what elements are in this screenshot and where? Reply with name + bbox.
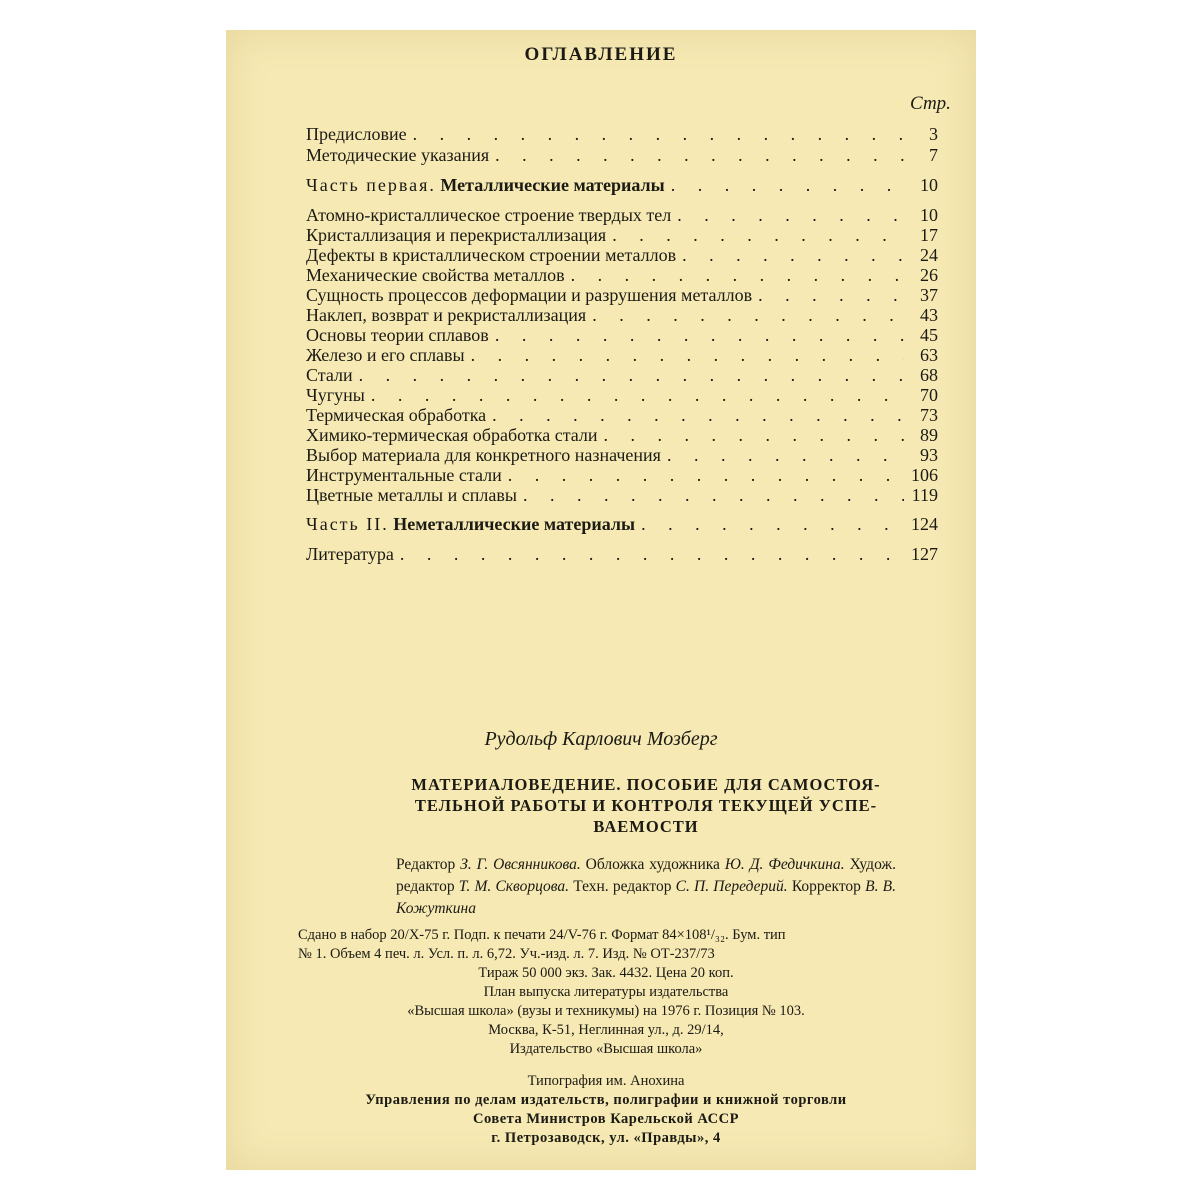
dot-leader [641, 514, 904, 534]
printer-line: Типография им. Анохина [527, 1073, 685, 1089]
toc-entry: Методические указания . . . 7 [306, 145, 938, 165]
dot-leader [400, 544, 904, 564]
toc-entry: Термическая обработка . . . 73 [306, 405, 938, 425]
printer-line: Управления по делам издательств, полиграфии и книжной торговли [365, 1092, 847, 1108]
dot-leader [492, 405, 904, 425]
dot-leader [359, 365, 904, 385]
print-data-line: Издательство «Высшая школа» [509, 1041, 703, 1057]
toc-entry: Литература . . . 127 [306, 544, 938, 564]
credits-block: Редактор З. Г. Овсянникова. Обложка художника Ю. Д. Федичкина. Худож. редактор Т. М. Скворцова. Техн. редактор С. П. Передерий. Корректор В. В. Кожуткина [396, 856, 897, 917]
book-page [226, 30, 976, 1170]
page-column-label: Стр. [910, 93, 951, 114]
toc-entry: Предисловие . . . 3 [306, 124, 938, 144]
dot-leader [592, 305, 904, 325]
toc-entry: Инструментальные стали . . . 106 [306, 465, 938, 485]
print-data-line: План выпуска литературы издательства [483, 984, 729, 1000]
print-data-line: Сдано в набор 20/X-75 г. Подп. к печати 24/V-76 г. Формат 84×108¹/₃₂. Бум. тип [298, 927, 786, 943]
print-data-line: № 1. Объем 4 печ. л. Усл. п. л. 6,72. Уч.-изд. л. 7. Изд. № ОТ-237/73 [298, 946, 715, 962]
dot-leader [413, 124, 904, 144]
dot-leader [495, 325, 904, 345]
toc-entry: Механические свойства металлов . . . 26 [306, 265, 938, 285]
toc-entry: Выбор материала для конкретного назначения . . . 93 [306, 445, 938, 465]
toc-heading: ОГЛАВЛЕНИЕ [524, 44, 678, 65]
dot-leader [671, 175, 904, 195]
toc-entry: Стали . . . 68 [306, 365, 938, 385]
toc-part-entry: Часть II. Неметаллические материалы . . . 124 [306, 514, 938, 534]
toc-entry: Железо и его сплавы . . . 63 [306, 345, 938, 365]
print-data-line: Москва, К-51, Неглинная ул., д. 29/14, [488, 1022, 724, 1038]
dot-leader [604, 425, 904, 445]
toc-entry: Сущность процессов деформации и разрушения металлов . . . 37 [306, 285, 938, 305]
dot-leader [758, 285, 904, 305]
dot-leader [508, 465, 904, 485]
print-data-line: Тираж 50 000 экз. Зак. 4432. Цена 20 коп. [478, 965, 734, 981]
dot-leader [677, 205, 904, 225]
book-title: МАТЕРИАЛОВЕДЕНИЕ. ПОСОБИЕ ДЛЯ САМОСТОЯ-ТЕЛЬНОЙ РАБОТЫ И КОНТРОЛЯ ТЕКУЩЕЙ УСПЕ-ВАЕМОСТИ [411, 775, 881, 836]
dot-leader [667, 445, 904, 465]
toc-entry: Наклеп, возврат и рекристаллизация . . . 43 [306, 305, 938, 325]
toc-entry: Цветные металлы и сплавы . . . 119 [306, 485, 938, 505]
dot-leader [571, 265, 904, 285]
toc-entry: Дефекты в кристаллическом строении металлов . . . 24 [306, 245, 938, 265]
print-data-line: «Высшая школа» (вузы и техникумы) на 1976 г. Позиция № 103. [407, 1003, 805, 1019]
toc-entry: Чугуны . . . 70 [306, 385, 938, 405]
author-name: Рудольф Карлович Мозберг [484, 728, 718, 750]
toc-entry: Основы теории сплавов . . . 45 [306, 325, 938, 345]
dot-leader [612, 225, 904, 245]
dot-leader [371, 385, 904, 405]
printer-line: Совета Министров Карельской АССР [473, 1111, 739, 1127]
printer-line: г. Петрозаводск, ул. «Правды», 4 [491, 1130, 721, 1146]
dot-leader [523, 485, 904, 505]
dot-leader [495, 145, 904, 165]
toc-entry: Химико-термическая обработка стали . . . 89 [306, 425, 938, 445]
dot-leader [471, 345, 904, 365]
toc-part-entry: Часть первая. Металлические материалы . . . 10 [306, 175, 938, 195]
dot-leader [682, 245, 904, 265]
toc-entry: Атомно-кристаллическое строение твердых тел . . . 10 [306, 205, 938, 225]
toc-entry: Кристаллизация и перекристаллизация . . . 17 [306, 225, 938, 245]
